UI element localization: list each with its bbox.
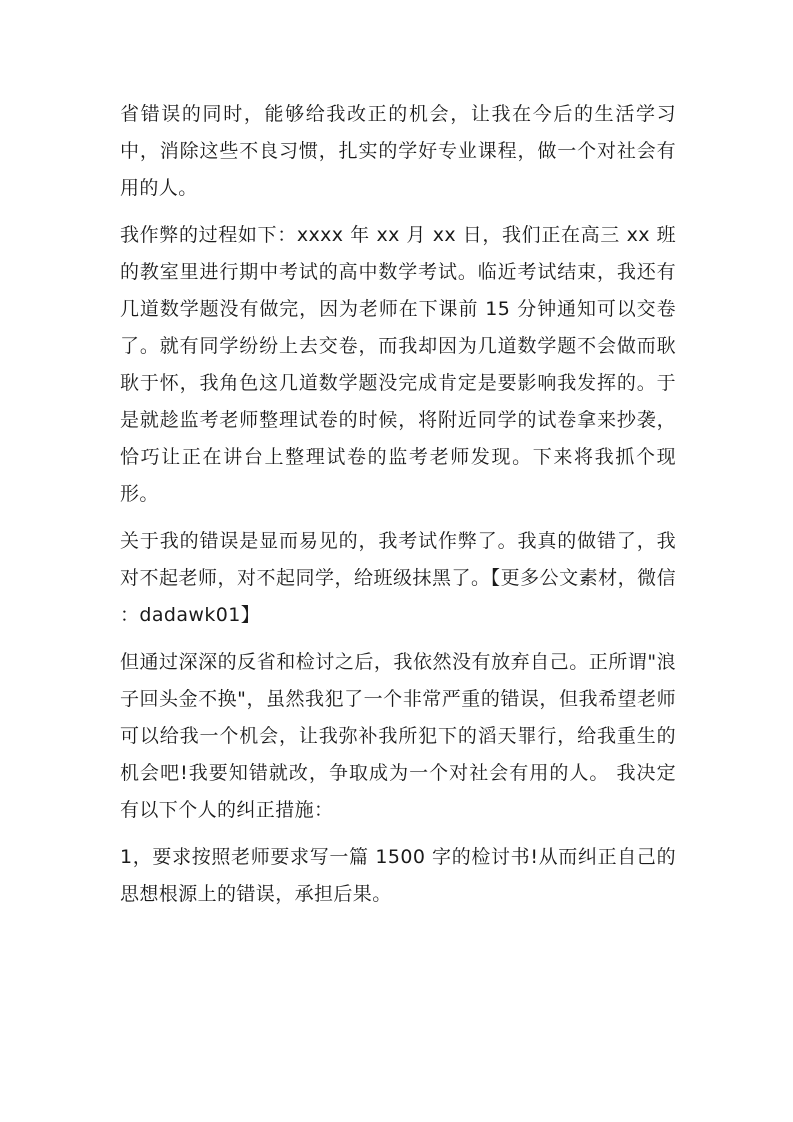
paragraph-admission: 关于我的错误是显而易见的，我考试作弊了。我真的做错了，我对不起老师，对不起同学，给班级抹黑了。【更多公文素材，微信 ：dadawk01】 <box>120 530 676 626</box>
document-body <box>120 96 676 923</box>
paragraph-reflection: 但通过深深的反省和检讨之后，我依然没有放弃自己。正所谓"浪子回头金不换"，虽然我犯了一个非常严重的错误，但我希望老师可以给我一个机会，让我弥补我所犯下的滔天罪行，给我重生的机会吧!我要知错就改，争取成为一个对社会有用的人。 我决定有以下个人的纠正措施： <box>120 651 676 821</box>
paragraph-intro: 省错误的同时，能够给我改正的机会，让我在今后的生活学习中，消除这些不良习惯，扎实的学好专业课程，做一个对社会有用的人。 <box>120 103 676 199</box>
paragraph-measure-1: 1，要求按照老师要求写一篇 1500 字的检讨书!从而纠正自己的思想根源上的错误，承担后果。 <box>120 846 676 905</box>
paragraph-cheating-process: 我作弊的过程如下：xxxx 年 xx 月 xx 日，我们正在高三 xx 班的教室里进行期中考试的高中数学考试。临近考试结束，我还有几道数学题没有做完，因为老师在下课前 15 分钟通知可以交卷了。就有同学纷纷上去交卷，而我却因为几道数学题不会做而耿耿于怀，我角色这几道数学题没完成肯定是要影响我发挥的。于是就趁监考老师整理试卷的时候，将附近同学的试卷拿来抄袭，恰巧让正在讲台上整理试卷的监考老师发现。下来将我抓个现形。 <box>120 224 676 505</box>
